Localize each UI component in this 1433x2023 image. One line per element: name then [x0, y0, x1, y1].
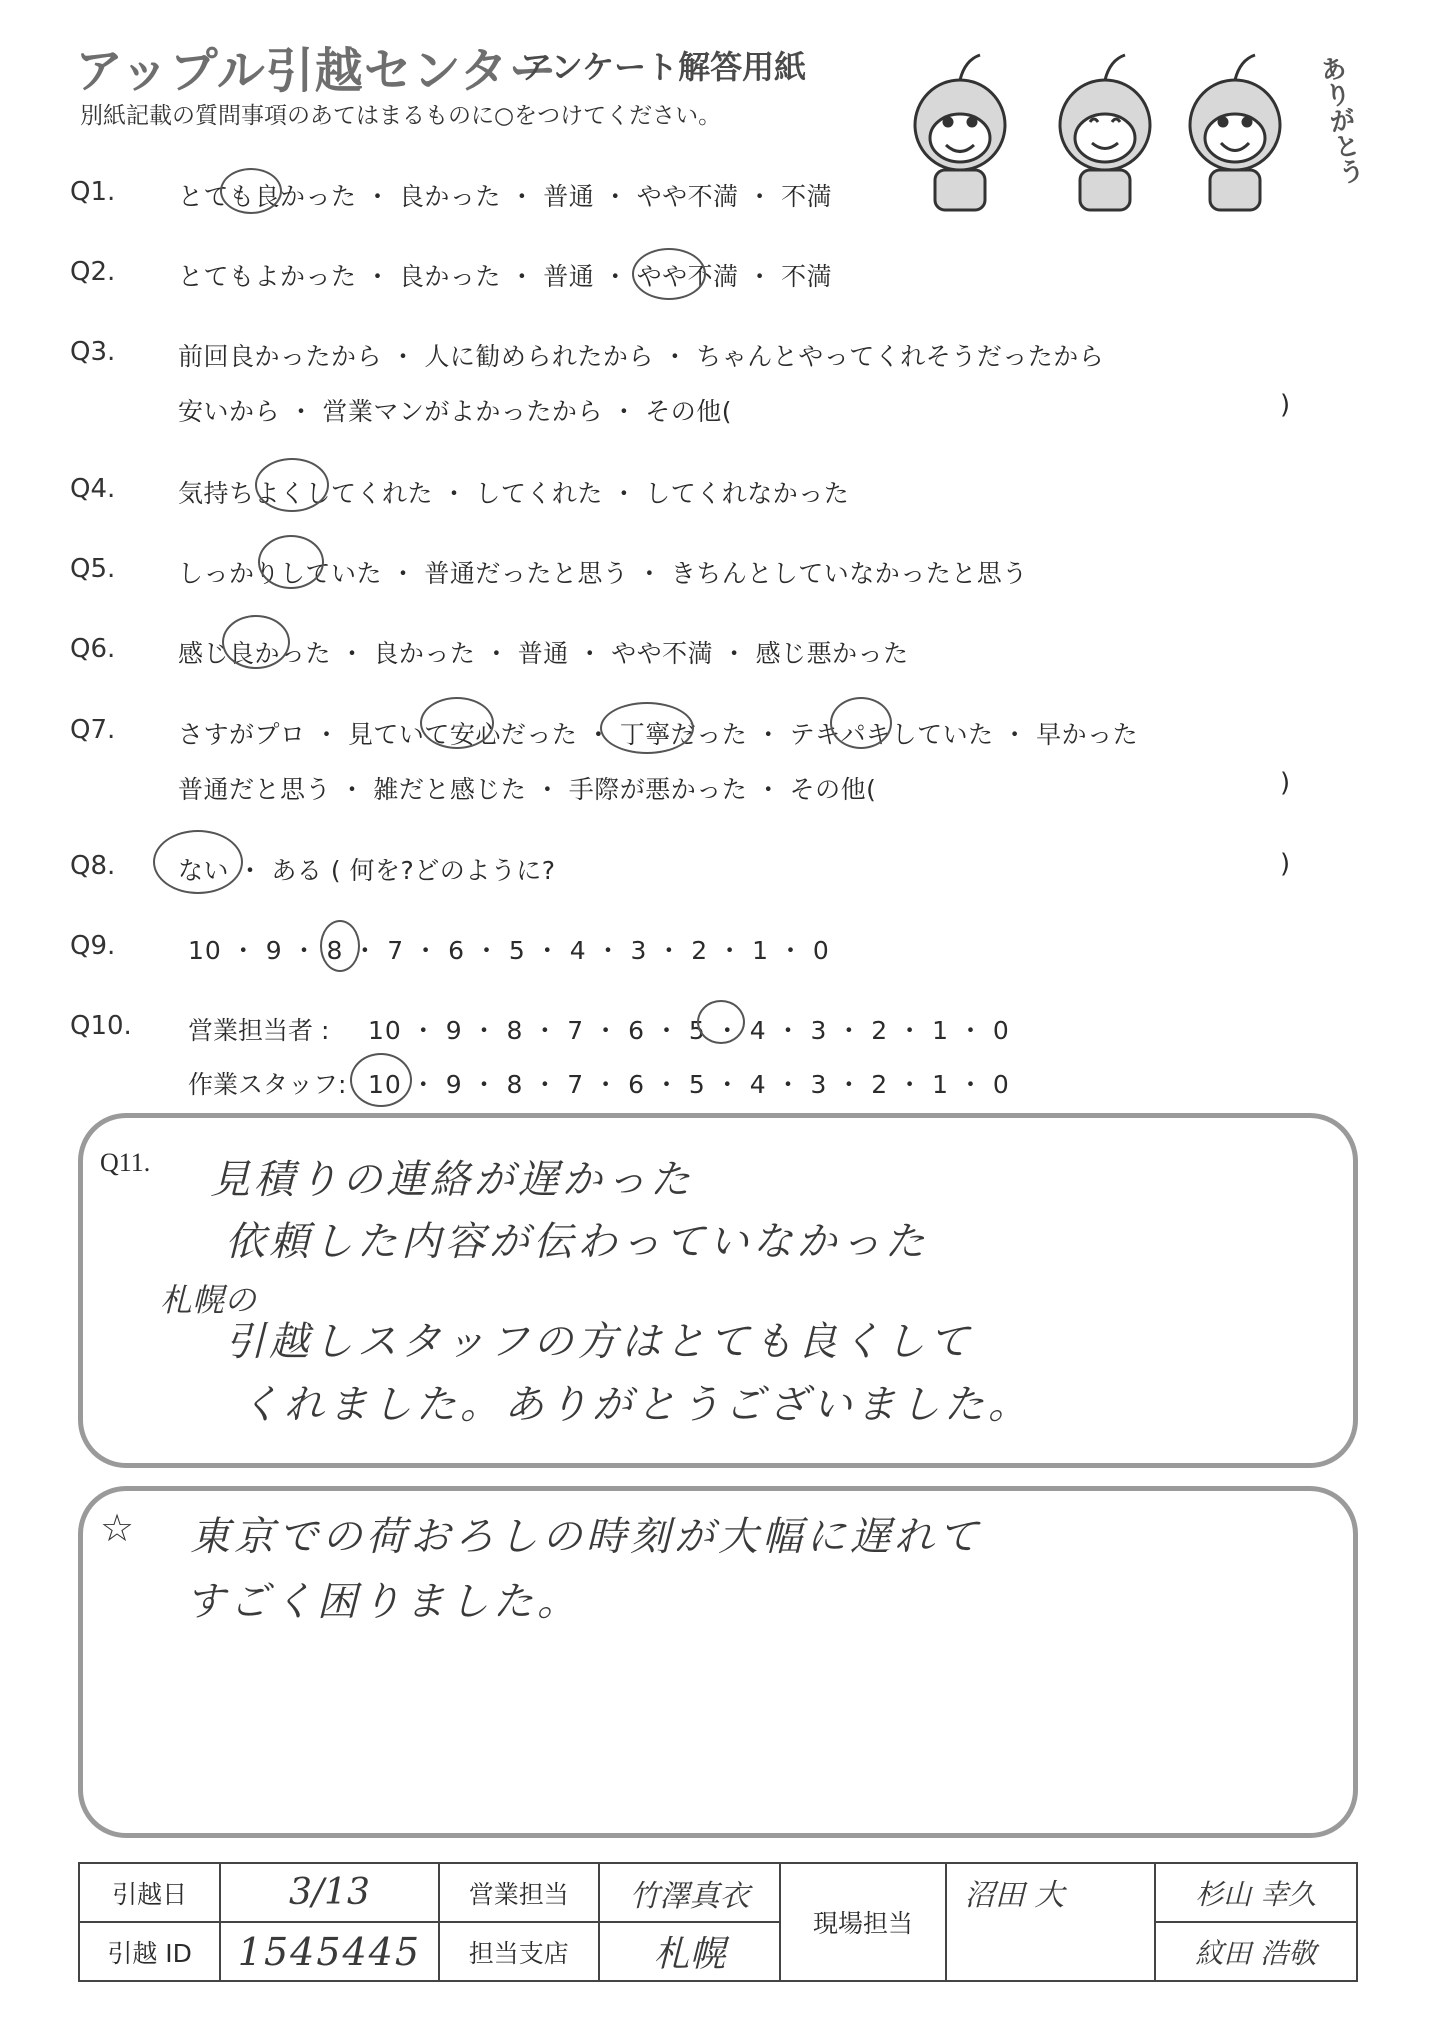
q11-line-1: 見積りの連絡が遅かった — [210, 1157, 694, 1203]
q11-line-3: 札幌の — [160, 1281, 257, 1319]
q1-options: とても良かった ・ 良かった ・ 普通 ・ やや不満 ・ 不満 — [178, 182, 833, 211]
q8-close-paren: ) — [1280, 849, 1291, 879]
answer-circle — [632, 248, 706, 300]
branch-label: 担当支店 — [439, 1922, 599, 1981]
q2-label: Q2. — [70, 257, 116, 287]
q9-options: 10 ・ 9 ・ 8 ・ 7 ・ 6 ・ 5 ・ 4 ・ 3 ・ 2 ・ 1 ・ 0 — [188, 936, 830, 965]
monkey-icon — [1190, 55, 1280, 210]
answer-circle — [830, 697, 892, 749]
q9-label: Q9. — [70, 931, 116, 961]
sales-name-value: 竹澤真衣 — [599, 1863, 780, 1922]
q10-label: Q10. — [70, 1011, 132, 1041]
q6-label: Q6. — [70, 634, 116, 664]
q10-sales-label: 営業担当者 : — [188, 1016, 330, 1045]
site-label: 現場担当 — [780, 1863, 946, 1981]
answer-circle — [222, 615, 290, 669]
q10-sales-options: 10 ・ 9 ・ 8 ・ 7 ・ 6 ・ 5 ・ 4 ・ 3 ・ 2 ・ 1 ・ 0 — [368, 1016, 1010, 1045]
q6-options: 感じ良かった ・ 良かった ・ 普通 ・ やや不満 ・ 感じ悪かった — [178, 639, 909, 668]
site-staff-1: 沼田 大 — [946, 1863, 1155, 1981]
q11-line-5: くれました。ありがとうございました。 — [240, 1382, 1032, 1428]
move-date-label: 引越日 — [79, 1863, 220, 1922]
answer-circle — [420, 697, 494, 749]
q7-label: Q7. — [70, 715, 116, 745]
monkey-icon — [915, 55, 1005, 210]
thanks-text: ありがとう — [1313, 53, 1367, 187]
star-comment-line-2: すごく困りました。 — [185, 1579, 581, 1625]
star-comment-line-1: 東京での荷おろしの時刻が大幅に遅れて — [190, 1514, 982, 1560]
star-icon: ☆ — [100, 1506, 135, 1550]
q11-line-2: 依頼した内容が伝わっていなかった — [225, 1219, 929, 1265]
q7-close-paren: ) — [1280, 768, 1291, 798]
q3-label: Q3. — [70, 337, 116, 367]
instruction-text: 別紙記載の質問事項のあてはまるものに○をつけてください。 — [80, 103, 722, 129]
q5-label: Q5. — [70, 554, 116, 584]
q10-staff-options: 10 ・ 9 ・ 8 ・ 7 ・ 6 ・ 5 ・ 4 ・ 3 ・ 2 ・ 1 ・ 0 — [368, 1070, 1010, 1099]
answer-circle — [350, 1053, 412, 1107]
answer-circle — [153, 830, 243, 894]
q11-label: Q11. — [100, 1148, 151, 1177]
q4-label: Q4. — [70, 474, 116, 504]
q3-line1: 前回良かったから ・ 人に勧められたから ・ ちゃんとやってくれそうだったから — [178, 342, 1105, 371]
monkey-icon — [1060, 55, 1150, 210]
sales-label: 営業担当 — [439, 1863, 599, 1922]
answer-circle — [255, 458, 329, 512]
branch-value: 札幌 — [599, 1922, 780, 1981]
answer-circle — [600, 702, 694, 754]
move-id-label: 引越 ID — [79, 1922, 220, 1981]
q11-line-4: 引越しスタッフの方はとても良くして — [225, 1319, 973, 1365]
q7-line1: さすがプロ ・ 見ていて安心だった ・ 丁寧だった ・ テキパキしていた ・ 早かった — [178, 720, 1139, 749]
footer-info-table — [78, 1862, 1358, 1982]
site-staff-3: 紋田 浩敬 — [1155, 1922, 1357, 1981]
q5-options: しっかりしていた ・ 普通だったと思う ・ きちんとしていなかったと思う — [178, 559, 1028, 588]
q2-options: とてもよかった ・ 良かった ・ 普通 ・ やや不満 ・ 不満 — [178, 262, 833, 291]
answer-circle — [320, 920, 360, 972]
q8-options: ない ・ ある ( 何を?どのように? — [178, 856, 556, 885]
site-staff-2: 杉山 幸久 — [1155, 1863, 1357, 1922]
answer-circle — [220, 168, 282, 214]
q10-staff-label: 作業スタッフ: — [188, 1070, 347, 1099]
move-id-value: 1545445 — [220, 1922, 438, 1981]
mascot-monkeys-illustration — [880, 30, 1340, 215]
q1-label: Q1. — [70, 177, 116, 207]
company-name: アップル引越センター — [75, 43, 558, 99]
form-title: アンケート解答用紙 — [520, 48, 807, 86]
q3-line2: 安いから ・ 営業マンがよかったから ・ その他( — [178, 397, 733, 426]
q7-line2: 普通だと思う ・ 雑だと感じた ・ 手際が悪かった ・ その他( — [178, 775, 877, 804]
answer-circle — [697, 1000, 745, 1044]
q4-options: 気持ちよくしてくれた ・ してくれた ・ してくれなかった — [178, 479, 850, 508]
move-date-value: 3/13 — [220, 1863, 438, 1922]
answer-circle — [258, 535, 324, 589]
q3-close-paren: ) — [1280, 390, 1291, 420]
q8-label: Q8. — [70, 851, 116, 881]
